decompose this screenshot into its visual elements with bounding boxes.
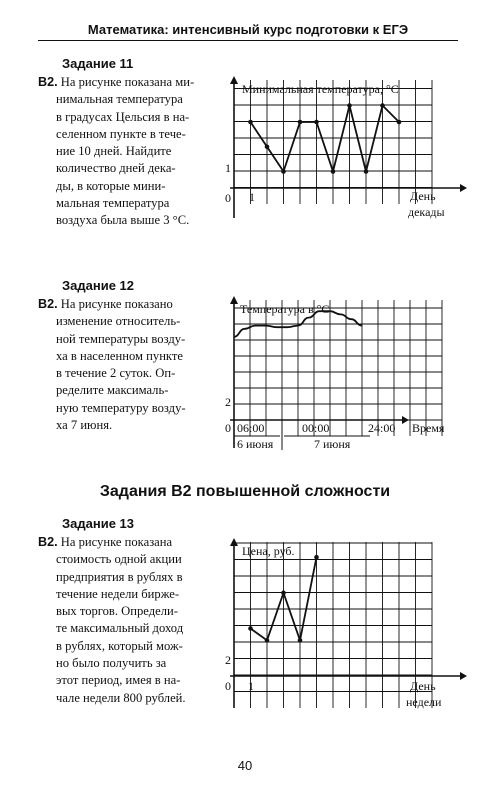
task-13-x-label-2: недели bbox=[406, 695, 442, 709]
task-13-x-label: День bbox=[410, 679, 436, 693]
task-11-data-point bbox=[265, 144, 270, 149]
task-11-label: B2. bbox=[38, 75, 58, 89]
task-11-x-label: День bbox=[410, 189, 436, 203]
task-13-y-tick: 2 bbox=[225, 653, 231, 667]
task-12-text bbox=[38, 296, 210, 434]
page-number: 40 bbox=[237, 758, 253, 773]
task-11-x-label-2: декады bbox=[408, 205, 445, 219]
task-13-line: те максимальный доход bbox=[56, 621, 184, 636]
task-11-line: ды, в которые мини- bbox=[56, 178, 166, 193]
task-12-chart-title: Температура в °С bbox=[240, 302, 330, 316]
task-11-chart bbox=[222, 78, 462, 228]
page-header-title: Математика: интенсивный курс подготовки к ЕГЭ bbox=[87, 22, 409, 37]
task-13-data-point bbox=[281, 591, 286, 596]
task-13-data-point bbox=[248, 626, 253, 631]
task-11-line: нимальная температура bbox=[56, 92, 183, 107]
task-11-line: количество дней дека- bbox=[56, 161, 176, 176]
task-13-line: чале недели 800 рублей. bbox=[56, 690, 186, 705]
task-13-line: предприятия в рублях в bbox=[56, 569, 183, 584]
header-divider bbox=[38, 40, 458, 41]
task-13-data-point bbox=[298, 638, 303, 643]
task-12-line: изменение относитель- bbox=[56, 314, 181, 329]
task-12-day-2: 7 июня bbox=[314, 437, 351, 451]
task-12-line: ную температуру возду- bbox=[56, 400, 186, 415]
task-13-line: На рисунке показана bbox=[60, 535, 173, 549]
task-13-chart bbox=[222, 540, 462, 720]
task-11-series-line bbox=[251, 106, 400, 172]
task-13-line: стоимость одной акции bbox=[56, 552, 182, 567]
task-13-text bbox=[38, 534, 208, 707]
task-11-line: На рисунке показана ми- bbox=[60, 75, 195, 89]
task-11-origin: 0 bbox=[225, 191, 231, 205]
task-12-origin: 0 bbox=[225, 421, 231, 435]
task-11-y-tick: 1 bbox=[225, 161, 231, 175]
task-12-line: ха в населенном пункте bbox=[56, 348, 183, 363]
task-11-data-point bbox=[347, 103, 352, 108]
section-title: Задания В2 повышенной сложности bbox=[99, 483, 391, 500]
task-11-line: селенном пункте в тече- bbox=[56, 126, 186, 141]
task-12-line: На рисунке показано bbox=[60, 297, 173, 311]
task-13-line: вых торгов. Определи- bbox=[56, 604, 178, 619]
task-11-line: ние 10 дней. Найдите bbox=[56, 144, 172, 159]
task-12-line: ха 7 июня. bbox=[56, 418, 113, 433]
task-13-chart-title: Цена, руб. bbox=[242, 544, 295, 558]
task-12-line: ной температуры возду- bbox=[56, 331, 186, 346]
task-11-data-point bbox=[364, 169, 369, 174]
task-13-x-tick: 1 bbox=[248, 679, 254, 693]
task-13-label: B2. bbox=[38, 535, 58, 549]
task-11-title: Задание 11 bbox=[62, 56, 134, 71]
task-12-chart bbox=[222, 298, 462, 458]
task-11-data-point bbox=[248, 120, 253, 125]
task-13-line: течение недели бирже- bbox=[56, 586, 180, 601]
task-11-line: в градусах Цельсия в на- bbox=[56, 109, 190, 124]
task-12-y-tick: 2 bbox=[225, 395, 231, 409]
task-13-line: но было получить за bbox=[56, 656, 167, 671]
task-13-origin: 0 bbox=[225, 679, 231, 693]
task-12-x-tick: 06:00 bbox=[237, 421, 265, 435]
task-12-line: в течение 2 суток. Оп- bbox=[56, 366, 176, 381]
task-12-x-tick: 24:00 bbox=[368, 421, 396, 435]
task-11-line: воздуха была выше 3 °С. bbox=[56, 213, 190, 228]
task-13-data-point bbox=[265, 638, 270, 643]
task-11-data-point bbox=[380, 103, 385, 108]
task-11-data-point bbox=[314, 120, 319, 125]
task-12-day-1: 6 июня bbox=[237, 437, 274, 451]
task-12-x-label: Время bbox=[412, 421, 445, 435]
task-13-data-point bbox=[314, 555, 319, 560]
task-11-chart-title: Минимальная температура, °С bbox=[242, 82, 399, 96]
task-11-data-point bbox=[281, 169, 286, 174]
task-12-title: Задание 12 bbox=[62, 278, 135, 293]
task-11-data-point bbox=[397, 120, 402, 125]
task-13-line: в рублях, который мож- bbox=[56, 638, 183, 653]
task-11-data-point bbox=[298, 120, 303, 125]
task-11-text bbox=[38, 74, 208, 230]
task-13-line: этот период, имея в на- bbox=[56, 673, 181, 688]
task-12-line: ределите максималь- bbox=[56, 383, 169, 398]
task-11-data-point bbox=[331, 169, 336, 174]
task-12-x-tick: 00:00 bbox=[302, 421, 330, 435]
task-11-line: мальная температура bbox=[56, 196, 170, 211]
task-13-title: Задание 13 bbox=[62, 516, 135, 531]
task-11-x-tick: 1 bbox=[249, 190, 255, 204]
task-12-label: B2. bbox=[38, 297, 58, 311]
